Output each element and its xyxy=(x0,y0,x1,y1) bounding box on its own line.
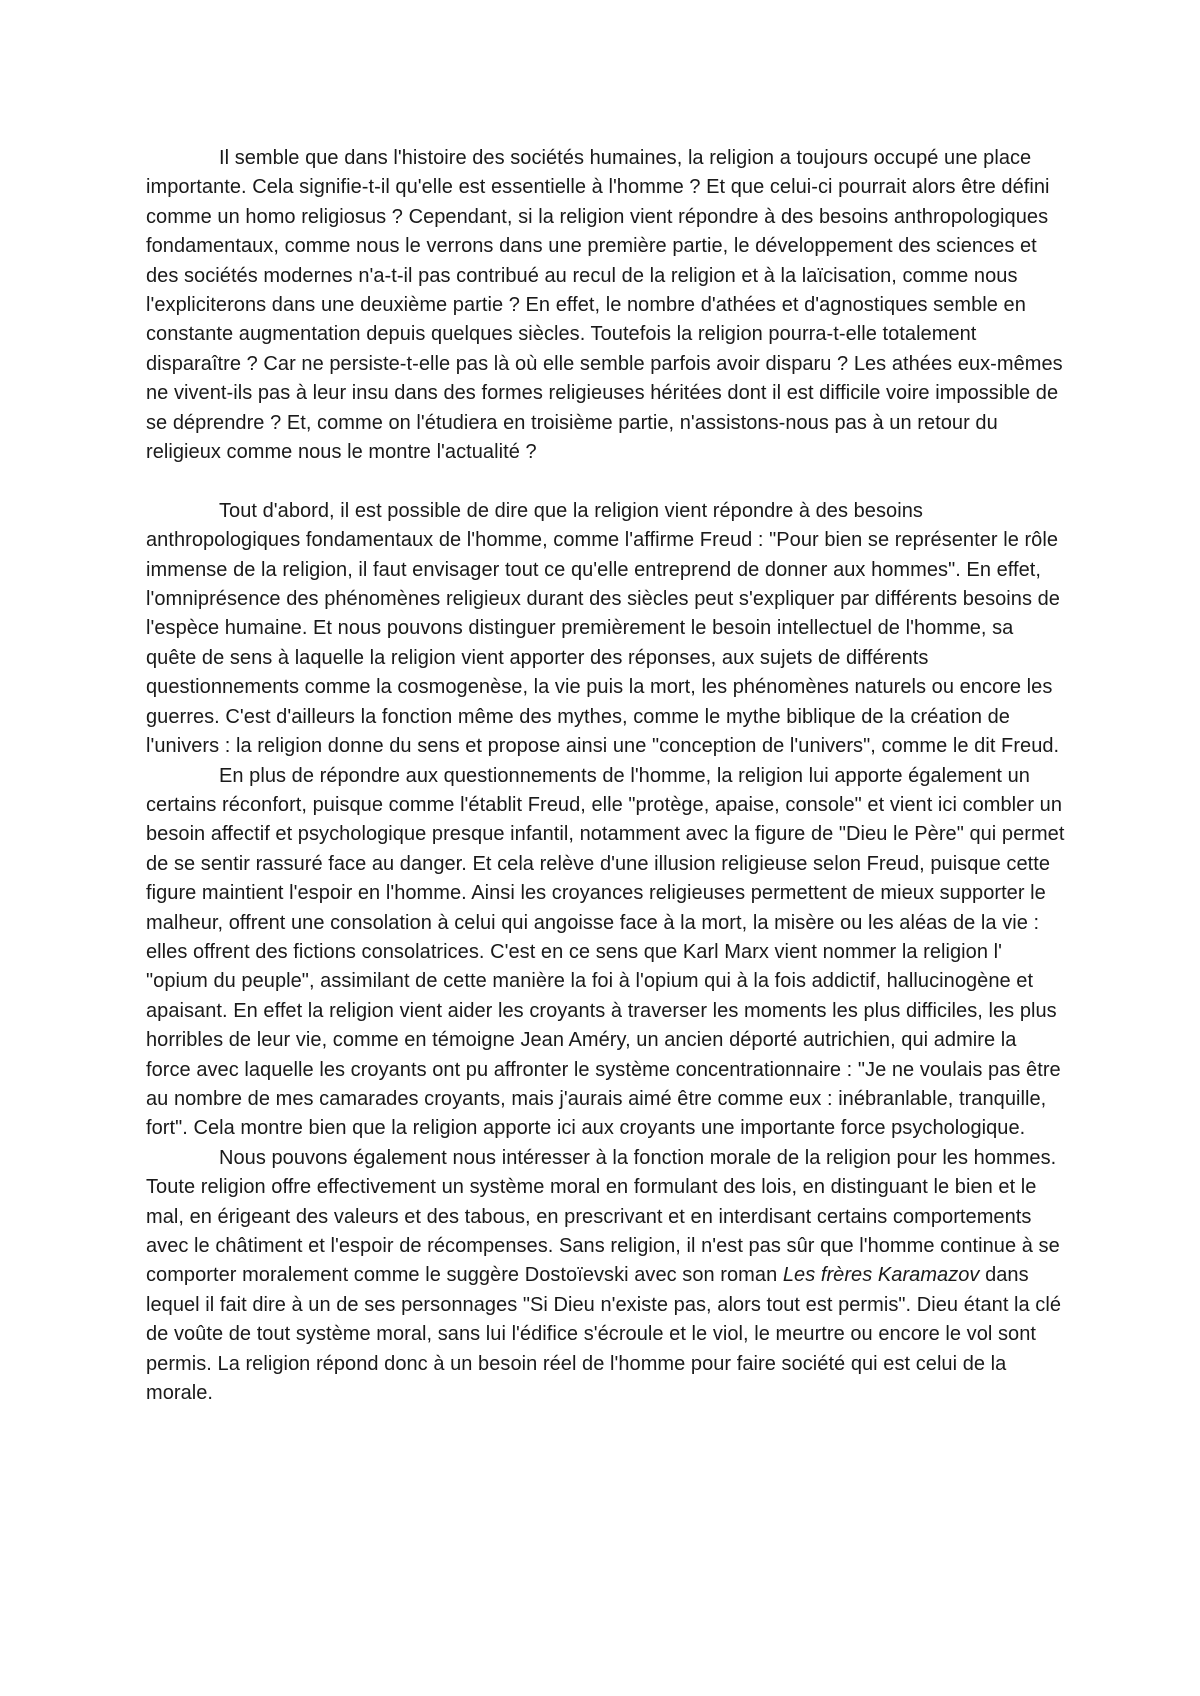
moral-text-end: dans lequel il fait dire à un de ses personnages "Si Dieu n'existe pas, alors tout est permis". Dieu étant la clé de voûte de tout système moral, sans lui l'édifice s'écroule et le viol, le meurtre ou encore le vol sont permis. La religion répond donc à un besoin réel de l'homme pour faire société qui est celui de la morale. xyxy=(146,1264,1062,1405)
paragraph-introduction: Il semble que dans l'histoire des sociétés humaines, la religion a toujours occupé une place importante. Cela signifie-t-il qu'elle est essentielle à l'homme ? Et que celui-ci pourrait alors être défini comme un homo religiosus ? Cependant, si la religion vient répondre à des besoins anthropologiques fondamentaux, comme nous le verrons dans une première partie, le développement des sciences et des sociétés modernes n'a-t-il pas contribué au recul de la religion et à la laïcisation, comme nous l'expliciterons dans une deuxième partie ? En effet, le nombre d'athées et d'agnostiques semble en constante augmentation depuis quelques siècles. Toutefois la religion pourra-t-elle totalement disparaître ? Car ne persiste-t-elle pas là où elle semble parfois avoir disparu ? Les athées eux-mêmes ne vivent-ils pas à leur insu dans des formes religieuses héritées dont il est difficile voire impossible de se déprendre ? Et, comme on l'étudiera en troisième partie, n'assistons-nous pas à un retour du religieux comme nous le montre l'actualité ? xyxy=(146,147,1063,464)
document-page xyxy=(146,144,1066,1408)
moral-text-start: Nous pouvons également nous intéresser à la fonction morale de la religion pour les hommes. Toute religion offre effectivement un système moral en formulant des lois, en distinguant le bien et le mal, en érigeant des valeurs et des tabous, en prescrivant et en interdisant certains comportements avec le châtiment et l'espoir de récompenses. Sans religion, il n'est pas sûr que l'homme continue à se comporter moralement comme le suggère Dostoïevski avec son roman xyxy=(146,1146,1060,1287)
paragraph-moral-function xyxy=(146,1144,1066,1409)
paragraph-anthropological-needs: Tout d'abord, il est possible de dire que la religion vient répondre à des besoins anthropologiques fondamentaux de l'homme, comme l'affirme Freud : "Pour bien se représenter le rôle immense de la religion, il faut envisager tout ce qu'elle entreprend de donner aux hommes". En effet, l'omniprésence des phénomènes religieux durant des siècles peut s'expliquer par différents besoins de l'espèce humaine. Et nous pouvons distinguer premièrement le besoin intellectuel de l'homme, sa quête de sens à laquelle la religion vient apporter des réponses, aux sujets de différents questionnements comme la cosmogenèse, la vie puis la mort, les phénomènes naturels ou encore les guerres. C'est d'ailleurs la fonction même des mythes, comme le mythe biblique de la création de l'univers : la religion donne du sens et propose ainsi une "conception de l'univers", comme le dit Freud. xyxy=(146,499,1060,758)
paragraph-comfort: En plus de répondre aux questionnements de l'homme, la religion lui apporte également un certains réconfort, puisque comme l'établit Freud, elle "protège, apaise, console" et vient ici combler un besoin affectif et psychologique presque infantil, notamment avec la figure de "Dieu le Père" qui permet de se sentir rassuré face au danger. Et cela relève d'une illusion religieuse selon Freud, puisque cette figure maintient l'espoir en l'homme. Ainsi les croyances religieuses permettent de mieux supporter le malheur, offrent une consolation à celui qui angoisse face à la mort, la misère ou les aléas de la vie : elles offrent des fictions consolatrices. C'est en ce sens que Karl Marx vient nommer la religion l' "opium du peuple", assimilant de cette manière la foi à l'opium qui à la fois addictif, hallucinogène et apaisant. En effet la religion vient aider les croyants à traverser les moments les plus difficiles, les plus horribles de leur vie, comme en témoigne Jean Améry, un ancien déporté autrichien, qui admire la force avec laquelle les croyants ont pu affronter le système concentrationnaire : "Je ne voulais pas être au nombre de mes camarades croyants, mais j'aurais aimé être comme eux : inébranlable, tranquille, fort". Cela montre bien que la religion apporte ici aux croyants une importante force psychologique. xyxy=(146,764,1065,1140)
book-title: Les frères Karamazov xyxy=(782,1264,980,1287)
